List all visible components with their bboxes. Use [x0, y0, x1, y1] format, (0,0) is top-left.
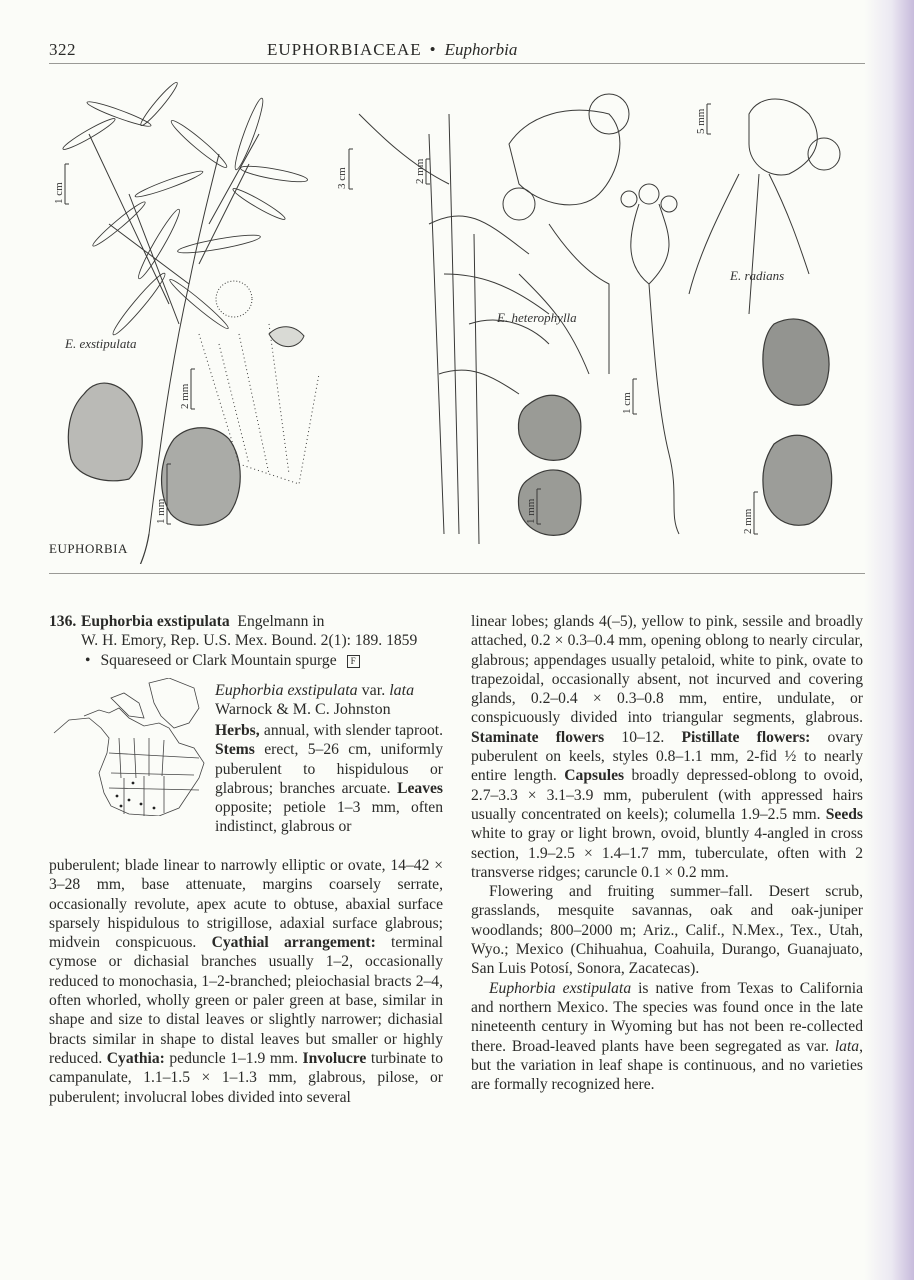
- entry-heading: [49, 612, 443, 670]
- illustration-plate: [49, 74, 865, 564]
- description-wrapped: [215, 721, 443, 837]
- label-stems: Stems: [215, 741, 255, 759]
- distribution-map: [49, 678, 211, 816]
- synonym-rank: var.: [357, 682, 390, 699]
- species-author: Engelmann in: [237, 613, 325, 630]
- label-leaves: Leaves: [397, 779, 443, 797]
- heterophylla-plant-drawing: [359, 94, 629, 544]
- species-label-radians: E. radians: [730, 268, 785, 283]
- label-capsules: Capsules: [564, 767, 625, 785]
- discussion-species-name: Euphorbia exstipulata: [489, 979, 632, 997]
- text-staminate-flowers: 10–12.: [604, 728, 682, 746]
- text-leaves: opposite; petiole 1–3 mm, often indistinct, glabrous or: [215, 799, 443, 836]
- text-seeds: white to gray or light brown, ovoid, bluntly 4-angled in cross section, 1.9–2.5 × 1.4–1.7 mm, tuberculate, often with 2 transverse ridges; caruncle 0.1 × 0.2 mm.: [471, 825, 863, 881]
- scale-bar-label: 1 cm: [53, 182, 65, 204]
- text-leaves-cont: puberulent; blade linear to narrowly elliptic or ovate, 14–42 × 3–28 mm, base attenuate, margins coarsely serrate, occasionally revolute, apex acute to obtuse, abaxial surface sparsely hispidulous to strigillose, adaxial surface glabrous; midvein conspicuous.: [49, 857, 443, 952]
- publication-citation: W. H. Emory, Rep. U.S. Mex. Bound. 2(1): 189. 1859: [81, 632, 418, 650]
- species-label-exstipulata: E. exstipulata: [65, 336, 137, 351]
- label-pistillate-flowers: Pistillate flowers:: [681, 728, 811, 746]
- label-herbs: Herbs,: [215, 722, 260, 739]
- header-rule: [49, 63, 865, 64]
- botanical-illustration: [49, 74, 865, 564]
- text-pistillate-flowers: ovary puberulent on keels, styles 0.8–1.1 mm, 2-fid ½ to nearly entire length.: [471, 728, 864, 785]
- discussion-paragraph: [471, 979, 863, 1095]
- discussion-text: is native from Texas to California and northern Mexico. The species was found once in the late nineteenth century in Wyoming but has not been re-collected there. Broad-leaved plants have been segregated as var.: [471, 979, 863, 1055]
- scale-bar-label: 1 cm: [621, 392, 633, 414]
- plate-rule: [49, 573, 865, 574]
- discussion-var-name: lata: [834, 1037, 860, 1055]
- separator: •: [429, 40, 437, 59]
- family-name: EUPHORBIACEAE: [267, 40, 422, 59]
- text-cyathial-arrangement: terminal cymose or dichasial branches usually 1–2, occasionally reduced to monochasia, 1–2-branched; pleiochasial bracts 2–4, often whorled, wholly green or paler green at base, similar in shape and size to distal leaves or slightly narrower; dichasial bracts similar in shape to distal leaves but smaller or highly reduced.: [49, 934, 443, 1067]
- right-column: [471, 612, 863, 1094]
- genus-name: Euphorbia: [444, 40, 518, 59]
- synonym-var-name: lata: [389, 682, 415, 699]
- synonym: [215, 681, 445, 720]
- text-herbs: annual, with slender taproot.: [259, 722, 443, 739]
- left-column: [49, 612, 443, 670]
- text-involucre: turbinate to campanulate, 1.1–1.5 × 1–1.3 mm, glabrous, pilose, or puberulent; involucral lobes divided into several: [49, 1049, 443, 1106]
- running-head-title: [267, 40, 517, 60]
- text-stems: erect, 5–26 cm, uniformly puberulent to hispidulous or glabrous; branches arcuate.: [215, 741, 443, 797]
- label-involucre: Involucre: [302, 1049, 367, 1067]
- common-name: Squareseed or Clark Mountain spurge: [100, 651, 337, 669]
- plate-genus-caption: EUPHORBIA: [49, 541, 128, 556]
- scale-bar-label: 5 mm: [695, 108, 707, 134]
- text-capsules: broadly depressed-oblong to ovoid, 2.7–3.3 × 3.1–3.9 mm, puberulent (with appressed hairs usually concentrated on keels); columella 1.9–2.5 mm.: [471, 767, 863, 823]
- entry-number: 136.: [49, 613, 77, 630]
- synonym-author: Warnock & M. C. Johnston: [215, 701, 391, 719]
- scale-bar-label: 1 mm: [155, 498, 167, 524]
- scale-bar-label: 2 mm: [179, 383, 191, 409]
- scale-bar-label: 2 mm: [742, 508, 754, 534]
- phenology-paragraph: Flowering and fruiting summer–fall. Desert scrub, grasslands, mesquite savannas, oak and oak-juniper woodlands; 800–2000 m; Ariz., Calif., N.Mex., Tex., Utah, Wyo.; Mexico (Chihuahua, Coahuila, Durango, Guanajuato, San Luis Potosí, Sonora, Zacatecas).: [471, 883, 863, 978]
- label-staminate-flowers: Staminate flowers: [471, 728, 605, 746]
- label-cyathial-arrangement: Cyathial arrangement:: [211, 934, 376, 952]
- label-seeds: Seeds: [825, 805, 863, 823]
- scale-bar-label: 2 mm: [414, 158, 426, 184]
- flag-icon: F: [347, 655, 360, 668]
- species-name: Euphorbia exstipulata: [81, 613, 230, 630]
- page-edge-shadow: [864, 0, 914, 1280]
- page-number: 322: [49, 40, 76, 59]
- text-glands-appendages: linear lobes; glands 4(–5), yellow to pink, sessile and broadly attached, 0.2 × 0.3–0.4 mm, opening oblong to nearly circular, glabrous; appendages usually petaloid, white to pink, ovate to trapezoidal, occasionally absent, not incurved and covering glands, 0.2–0.4 × 0.3–0.8 mm, entire, undulate, or conspicuously divided into triangular segments, glabrous.: [471, 613, 863, 727]
- text-cyathia: peduncle 1–1.9 mm.: [164, 1049, 303, 1067]
- species-label-heterophylla: E. heterophylla: [497, 310, 577, 325]
- bullet: •: [85, 651, 91, 669]
- scale-bar-label: 3 cm: [336, 167, 348, 189]
- discussion-text-end: , but the variation in leaf shape is continuous, and no varieties are formally recognized here.: [471, 1037, 863, 1094]
- description-paragraph: [471, 612, 863, 882]
- description-continued: [49, 856, 443, 1107]
- label-cyathia: Cyathia:: [106, 1049, 165, 1067]
- running-head: [49, 38, 865, 62]
- scale-bar-label: 1 mm: [525, 498, 537, 524]
- synonym-name: Euphorbia exstipulata: [215, 682, 358, 699]
